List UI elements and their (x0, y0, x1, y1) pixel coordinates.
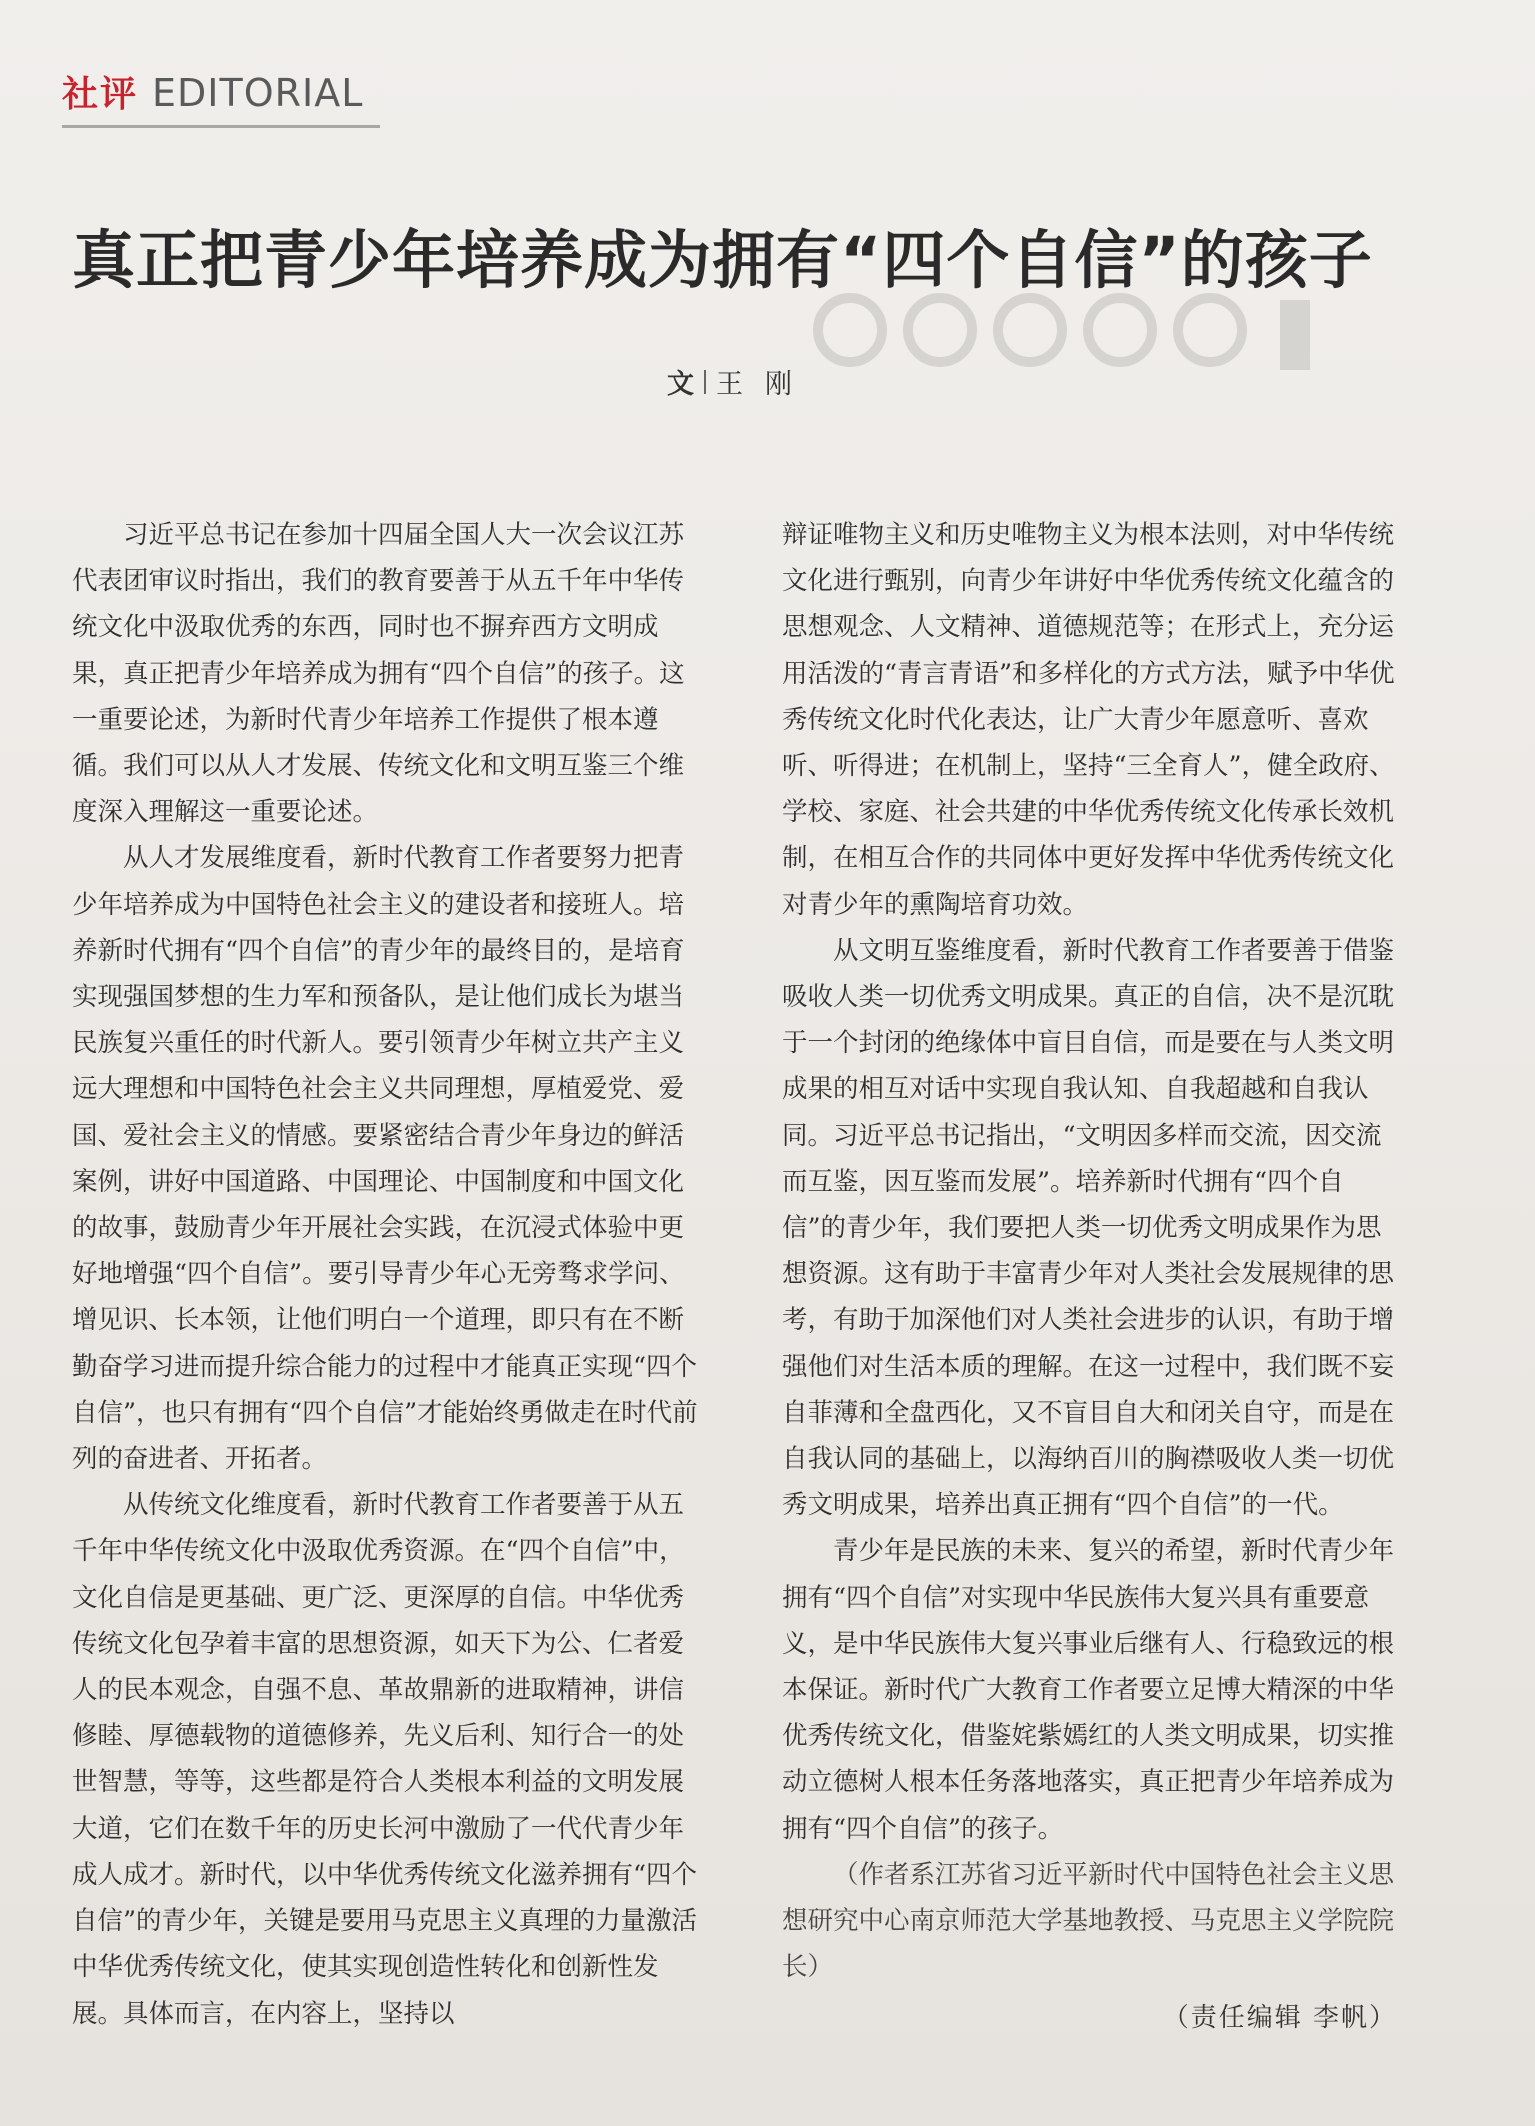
paragraph-tradition: 从传统文化维度看，新时代教育工作者要善于从五千年中华传统文化中汲取优秀资源。在“四个自信”中，文化自信是更基础、更广泛、更深厚的自信。中华优秀传统文化包孕着丰富的思想资源，如天下为公、仁者爱人的民本观念，自强不息、革故鼎新的进取精神，讲信修睦、厚德载物的道德修养，先义后利、知行合一的处世智慧，等等，这些都是符合人类根本利益的文明发展大道，它们在数千年的历史长河中激励了一代代青少年成人成才。新时代，以中华优秀传统文化滋养拥有“四个自信”的青少年，关键是要用马克思主义真理的力量激活中华优秀传统文化，使其实现创造性转化和创新性发展。具体而言，在内容上，坚持以 (72, 1490, 698, 2029)
section-label-cn: 社评 (62, 74, 139, 115)
paragraph-talent: 从人才发展维度看，新时代教育工作者要努力把青少年培养成为中国特色社会主义的建设者和接班人。培养新时代拥有“四个自信”的青少年的最终目的，是培育实现强国梦想的生力军和预备队，是让他们成长为堪当民族复兴重任的时代新人。要引领青少年树立共产主义远大理想和中国特色社会主义共同理想，厚植爱党、爱国、爱社会主义的情感。要紧密结合青少年身边的鲜活案例，讲好中国道路、中国理论、中国制度和中国文化的故事，鼓励青少年开展社会实践，在沉浸式体验中更好地增强“四个自信”。要引导青少年心无旁骛求学问、增见识、长本领，让他们明白一个道理，即只有在不断勤奋学习进而提升综合能力的过程中才能真正实现“四个自信”，也只有拥有“四个自信”才能始终勇做走在时代前列的奋进者、开拓者。 (72, 843, 698, 1475)
paragraph-conclusion: 青少年是民族的未来、复兴的希望，新时代青少年拥有“四个自信”对实现中华民族伟大复兴具有重要意义，是中华民族伟大复兴事业后继有人、行稳致远的根本保证。新时代广大教育工作者要立足博大精深的中华优秀传统文化，借鉴姹紫嫣红的人类文明成果，切实推动立德树人根本任务落地落实，真正把青少年培养成为拥有“四个自信”的孩子。 (782, 1536, 1395, 1844)
section-tag (62, 66, 380, 128)
section-label-en: EDITORIAL (152, 71, 364, 115)
byline (667, 362, 814, 401)
author-note: （作者系江苏省习近平新时代中国特色社会主义思想研究中心南京师范大学基地教授、马克思主义学院院长） (782, 1859, 1395, 1983)
editor-credit: （责任编辑 李帆） (1162, 2002, 1397, 2033)
paragraph-civilization: 从文明互鉴维度看，新时代教育工作者要善于借鉴吸收人类一切优秀文明成果。真正的自信，决不是沉耽于一个封闭的绝缘体中盲目自信，而是要在与人类文明成果的相互对话中实现自我认知、自我超越和自我认同。习近平总书记指出，“文明因多样而交流，因交流而互鉴，因互鉴而发展”。培养新时代拥有“四个自信”的青少年，我们要把人类一切优秀文明成果作为思想资源。这有助于丰富青少年对人类社会发展规律的思考，有助于加深他们对人类社会进步的认识，有助于增强他们对生活本质的理解。在这一过程中，我们既不妄自菲薄和全盘西化，又不盲目自大和闭关自守，而是在自我认同的基础上，以海纳百川的胸襟吸收人类一切优秀文明成果，培养出真正拥有“四个自信”的一代。 (782, 935, 1395, 1521)
paragraph-intro: 习近平总书记在参加十四届全国人大一次会议江苏代表团审议时指出，我们的教育要善于从五千年中华传统文化中汲取优秀的东西，同时也不摒弃西方文明成果，真正把青少年培养成为拥有“四个自信”的孩子。这一重要论述，为新时代青少年培养工作提供了根本遵循。我们可以从人才发展、传统文化和文明互鉴三个维度深入理解这一重要论述。 (72, 520, 685, 828)
author-name: 王刚 (716, 369, 814, 400)
right-column (782, 512, 1397, 2041)
left-column (72, 512, 700, 2037)
article-title: 真正把青少年培养成为拥有“四个自信”的孩子 (72, 224, 1373, 297)
byline-divider (704, 370, 706, 394)
paragraph-tradition-continued: 辩证唯物主义和历史唯物主义为根本法则，对中华传统文化进行甄别，向青少年讲好中华优秀传统文化蕴含的思想观念、人文精神、道德规范等；在形式上，充分运用活泼的“青言青语”和多样化的方式方法，赋予中华优秀传统文化时代化表达，让广大青少年愿意听、喜欢听、听得进；在机制上，坚持“三全育人”，健全政府、学校、家庭、社会共建的中华优秀传统文化传承长效机制，在相互合作的共同体中更好发挥中华优秀传统文化对青少年的熏陶培育功效。 (782, 520, 1395, 920)
show-through-pattern (810, 280, 1410, 410)
byline-label: 文 (667, 369, 694, 400)
